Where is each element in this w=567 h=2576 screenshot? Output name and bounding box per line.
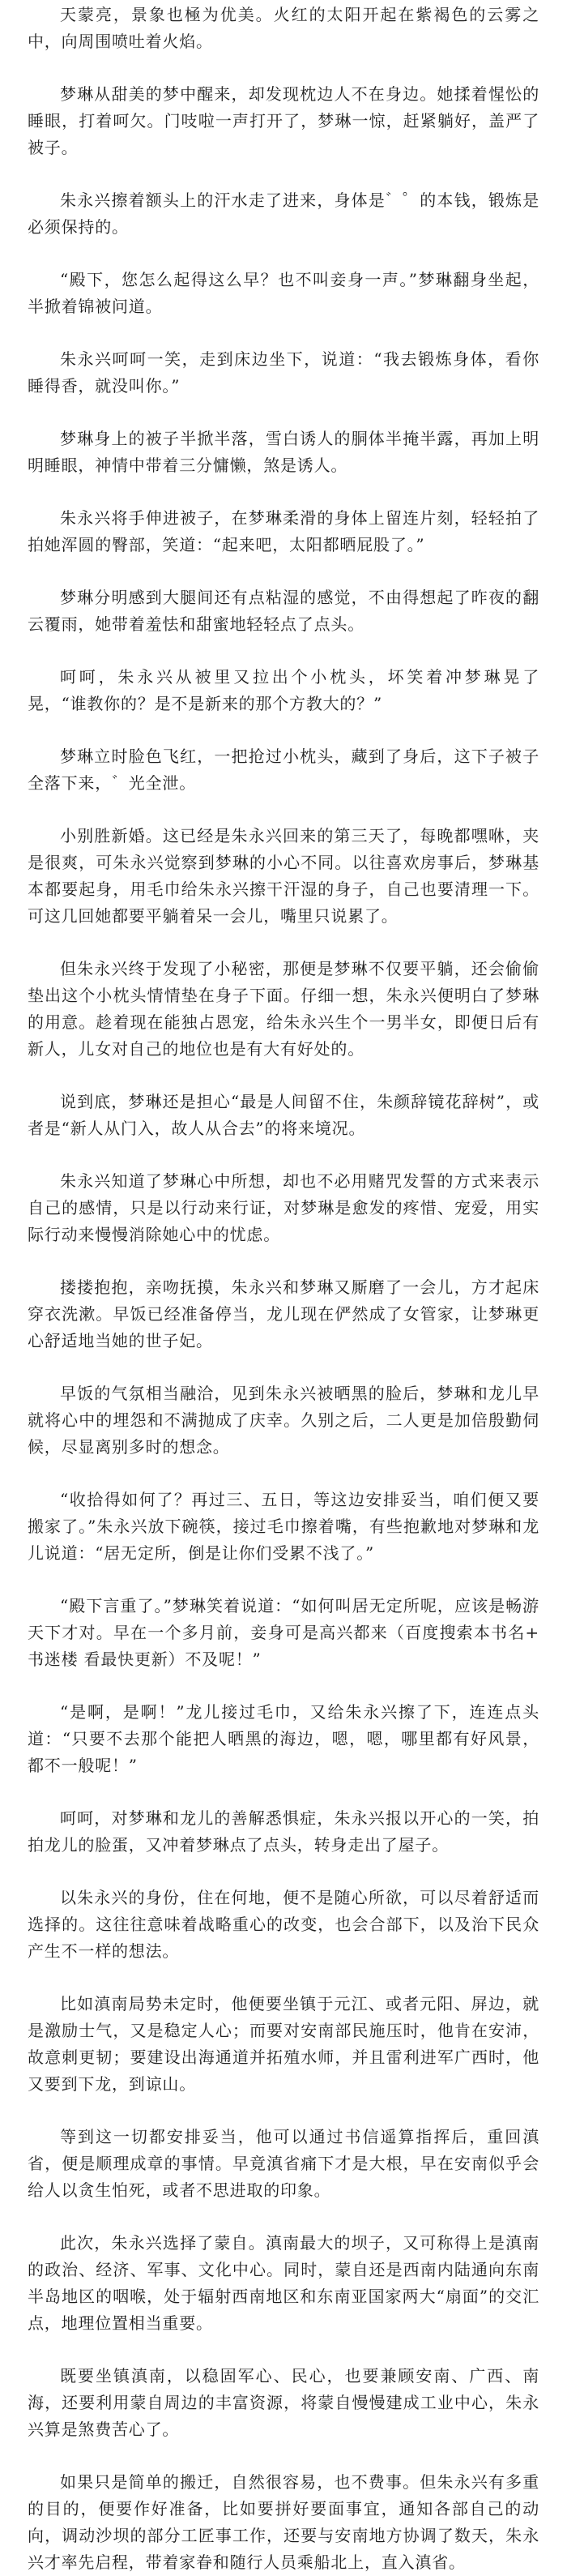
paragraph: 梦琳立时脸色飞红，一把抢过小枕头，藏到了身后，这下子被子全落下来，゛光全泄。 [28,747,539,793]
paragraph: 早饭的气氛相当融洽，见到朱永兴被晒黑的脸后，梦琳和龙儿早就将心中的埋怨和不满抛成了庆幸。久别之后，二人更是加倍殷勤伺候，尽显离别多时的想念。 [28,1384,539,1457]
paragraph: “殿下，您怎么起得这么早？也不叫妾身一声。”梦琳翻身坐起，半掀着锦被问道。 [28,270,539,316]
paragraph: “是啊，是啊！”龙儿接过毛巾，又给朱永兴擦了下，连连点头道：“只要不去那个能把人晒黑的海边，嗯，嗯，哪里都有好风景，都不一般呢！” [28,1702,539,1775]
paragraph: 梦琳从甜美的梦中醒来，却发现枕边人不在身边。她揉着惺忪的睡眼，打着呵欠。门吱啦一声打开了，梦琳一惊，赶紧躺好，盖严了被子。 [28,84,539,157]
paragraph: 朱永兴呵呵一笑，走到床边坐下，说道：“我去锻炼身体，看你睡得香，就没叫你。” [28,349,539,396]
paragraph: 呵呵，对梦琳和龙儿的善解悉惧症，朱永兴报以开心的一笑，拍拍龙儿的脸蛋，又冲着梦琳点了点头，转身走出了屋子。 [28,1808,539,1855]
paragraph: 此次，朱永兴选择了蒙自。滇南最大的坝子，又可称得上是滇南的政治、经济、军事、文化中心。同时，蒙自还是西南内陆通向东南半岛地区的咽喉，处于辐射西南地区和东南亚国家两大“扇面”的交汇点，地理位置相当重要。 [28,2233,539,2333]
paragraph: 搂搂抱抱，亲吻抚摸，朱永兴和梦琳又厮磨了一会儿，方才起床穿衣洗漱。早饭已经准备停当，龙儿现在俨然成了女管家，让梦琳更心舒适地当她的世子妃。 [28,1277,539,1350]
paragraph: 既要坐镇滇南，以稳固军心、民心，也要兼顾安南、广西、南海，还要利用蒙自周边的丰富资源，将蒙自慢慢建成工业中心，朱永兴算是煞费苦心了。 [28,2366,539,2439]
paragraph: 朱永兴擦着额头上的汗水走了进来，身体是゛゜的本钱，锻炼是必须保持的。 [28,190,539,237]
paragraph: 朱永兴知道了梦琳心中所想，却也不必用赌咒发誓的方式来表示自己的感情，只是以行动来行证，对梦琳是愈发的疼惜、宠爱，用实际行动来慢慢消除她心中的忧虑。 [28,1171,539,1244]
paragraph: “殿下言重了。”梦琳笑着说道：“如何叫居无定所呢，应该是畅游天下才对。早在一个多月前，妾身可是高兴都来（百度搜索本书名+ 书迷楼 看最快更新）不及呢！” [28,1596,539,1669]
paragraph: 呵呵，朱永兴从被里又拉出个小枕头，坏笑着冲梦琳晃了晃，“谁教你的？是不是新来的那个方教大的？” [28,667,539,713]
paragraph: 但朱永兴终于发现了小秘密，那便是梦琳不仅要平躺，还会偷偷垫出这个小枕头情情垫在身子下面。仔细一想，朱永兴便明白了梦琳的用意。趁着现在能独占恩宠，给朱永兴生个一男半女，即便日后有新人，儿女对自己的地位也是有大有好处的。 [28,959,539,1059]
paragraph: 梦琳分明感到大腿间还有点粘湿的感觉，不由得想起了昨夜的翻云覆雨，她带着羞怯和甜蜜地轻轻点了点头。 [28,588,539,634]
paragraph: 小别胜新婚。这已经是朱永兴回来的第三天了，每晚都嘿咻，夹是很爽，可朱永兴觉察到梦琳的小心不同。以往喜欢房事后，梦琳基本都要起身，用毛巾给朱永兴擦干汗湿的身子，自己也要清理一下。可这几回她都要平躺着呆一会儿，嘴里只说累了。 [28,826,539,926]
paragraph: 以朱永兴的身份，住在何地，便不是随心所欲，可以尽着舒适而选择的。这往往意味着战略重心的改变，也会合部下，以及治下民众产生不一样的想法。 [28,1888,539,1961]
paragraph: 朱永兴将手伸进被子，在梦琳柔滑的身体上留连片刻，轻轻拍了拍她浑圆的臀部，笑道：“起来吧，太阳都晒屁股了。” [28,508,539,554]
paragraph: 如果只是简单的搬迁，自然很容易，也不费事。但朱永兴有多重的目的，便要作好准备，比如要拼好要面事宜，通知各部自己的动向，调动沙坝的部分工匠事工作，还要与安南地方协调了数天，朱永兴才率先启程，带着家眷和随行人员乘船北上，直入滇省。 [28,2472,539,2572]
paragraph: 说到底，梦琳还是担心“最是人间留不住，朱颜辞镜花辞树”，或者是“新人从门入，故人从合去”的将来境况。 [28,1092,539,1138]
paragraph: 比如滇南局势未定时，他便要坐镇于元江、或者元阳、屏边，就是激励士气，又是稳定人心；而要对安南部民施压时，他肯在安沛，故意刺更韧；要建设出海通道并拓殖水师，并且雷利进军广西时，他又要到下龙，到谅山。 [28,1994,539,2094]
paragraph: 天蒙亮，景象也極为优美。火红的太阳开起在紫褐色的云雾之中，向周围喷吐着火焰。 [28,5,539,51]
paragraph: “收拾得如何了？再过三、五日，等这边安排妥当，咱们便又要搬家了。”朱永兴放下碗筷，接过毛巾擦着嘴，有些抱歉地对梦琳和龙儿说道：“居无定所，倒是让你们受累不浅了。” [28,1490,539,1563]
paragraph: 梦琳身上的被子半掀半落，雪白诱人的胴体半掩半露，再加上明明睡眼，神情中带着三分慵懒，煞是诱人。 [28,429,539,475]
paragraph: 等到这一切都安排妥当，他可以通过书信遥算指挥后，重回滇省，便是顺理成章的事情。早竟滇省痛下才是大根，早在安南似乎会给人以贪生怕死，或者不思进取的印象。 [28,2127,539,2200]
